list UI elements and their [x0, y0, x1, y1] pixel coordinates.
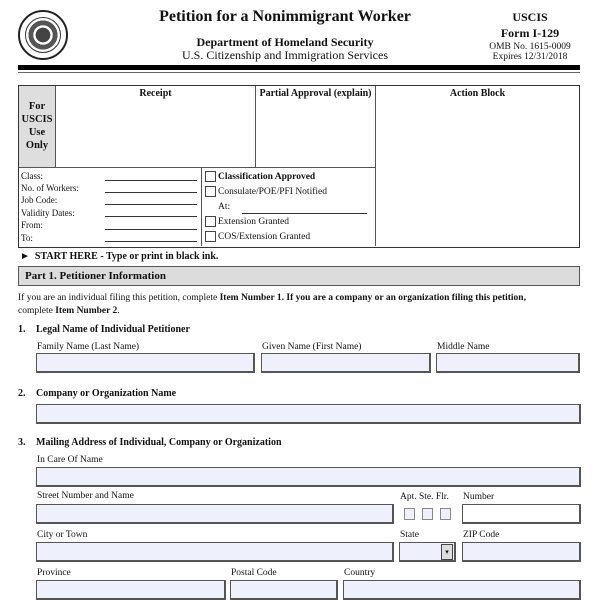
- country-field[interactable]: [343, 580, 581, 600]
- state-select[interactable]: [399, 542, 456, 562]
- family-name-field[interactable]: [36, 353, 255, 373]
- to-line: [105, 241, 197, 242]
- class-line: [105, 180, 197, 181]
- postal-code-label: Postal Code: [231, 568, 277, 578]
- in-care-of-label: In Care Of Name: [37, 455, 103, 465]
- to-label: To:: [21, 233, 33, 243]
- city-label: City or Town: [37, 530, 88, 540]
- partial-approval-header: Partial Approval (explain): [259, 88, 372, 99]
- job-code-line: [105, 204, 197, 205]
- item1-header: [18, 324, 190, 335]
- classification-approved-label: Classification Approved: [218, 171, 316, 182]
- item1-number: 1.: [18, 324, 26, 335]
- use-only-line: Only: [25, 140, 49, 151]
- given-name-label: Given Name (First Name): [262, 342, 362, 352]
- flr-checkbox[interactable]: [440, 508, 451, 520]
- item2-number: 2.: [18, 388, 26, 399]
- zip-field[interactable]: [462, 542, 581, 562]
- form-number: Form I-129: [500, 26, 560, 40]
- apt-checkbox[interactable]: [404, 508, 415, 520]
- middle-name-label: Middle Name: [437, 342, 490, 352]
- approval-checks-cell: [202, 168, 376, 246]
- in-care-of-field[interactable]: [36, 467, 581, 487]
- consulate-notified-checkbox[interactable]: [205, 186, 216, 197]
- at-label: At:: [218, 202, 231, 212]
- cos-extension-row[interactable]: [205, 231, 310, 242]
- validity-label: Validity Dates:: [21, 208, 75, 218]
- form-title: Petition for a Nonimmigrant Worker: [159, 8, 411, 25]
- from-label: From:: [21, 220, 44, 230]
- workers-line: [105, 192, 197, 193]
- item1-title: Legal Name of Individual Petitioner: [36, 324, 190, 335]
- validity-line: [105, 216, 197, 217]
- instruction-bold: Item Number 2: [55, 306, 118, 316]
- family-name-label: Family Name (Last Name): [37, 342, 140, 352]
- chevron-down-icon[interactable]: ▾: [441, 544, 453, 560]
- item2-header: [18, 388, 176, 399]
- class-info-cell: [19, 168, 202, 246]
- consulate-notified-row[interactable]: [205, 186, 327, 197]
- country-label: Country: [344, 568, 376, 578]
- header-rule-thick: [18, 65, 580, 70]
- apt-number-field[interactable]: [462, 504, 581, 524]
- from-line: [105, 229, 197, 230]
- province-field[interactable]: [36, 580, 226, 600]
- expiration-date: Expires 12/31/2018: [492, 52, 568, 62]
- cos-extension-label: COS/Extension Granted: [218, 231, 311, 242]
- action-block-cell: [376, 86, 579, 246]
- item3-title: Mailing Address of Individual, Company or Organization: [36, 437, 282, 448]
- department-name: Department of Homeland Security: [196, 35, 374, 49]
- dhs-seal-icon: [18, 10, 68, 60]
- omb-number: OMB No. 1615-0009: [489, 42, 571, 52]
- apt-ste-flr-label: Apt. Ste. Flr.: [400, 492, 449, 502]
- uscis-use-box: [18, 85, 580, 248]
- agency-name: U.S. Citizenship and Immigration Services: [182, 48, 388, 62]
- class-label: Class:: [21, 171, 44, 181]
- cos-extension-checkbox[interactable]: [205, 231, 216, 242]
- province-label: Province: [37, 568, 71, 578]
- form-info: [480, 10, 580, 62]
- consulate-notified-label: Consulate/POE/PFI Notified: [218, 186, 327, 197]
- classification-approved-row[interactable]: [205, 171, 315, 182]
- instruction-text: If you are an individual filing this petition, complete: [18, 293, 220, 303]
- item3-number: 3.: [18, 437, 26, 448]
- street-label: Street Number and Name: [37, 491, 134, 501]
- given-name-field[interactable]: [261, 353, 431, 373]
- receipt-cell: [56, 86, 256, 168]
- postal-code-field[interactable]: [230, 580, 338, 600]
- extension-granted-row[interactable]: [205, 216, 289, 227]
- use-only-line: For: [28, 101, 46, 112]
- use-only-line: Use: [28, 127, 46, 138]
- zip-label: ZIP Code: [463, 530, 500, 540]
- extension-granted-label: Extension Granted: [218, 216, 289, 227]
- agency-short: USCIS: [512, 10, 548, 24]
- extension-granted-checkbox[interactable]: [205, 216, 216, 227]
- classification-approved-checkbox[interactable]: [205, 171, 216, 182]
- action-block-header: Action Block: [449, 88, 506, 99]
- city-field[interactable]: [36, 542, 394, 562]
- uscis-use-only-label: [19, 86, 56, 168]
- header-rule-thin: [18, 72, 580, 73]
- instruction-text: complete: [18, 306, 56, 316]
- middle-name-field[interactable]: [436, 353, 580, 373]
- item3-header: [18, 437, 282, 448]
- ste-checkbox[interactable]: [422, 508, 433, 520]
- arrow-right-icon: ►: [20, 251, 30, 262]
- receipt-header: Receipt: [139, 88, 172, 99]
- company-name-field[interactable]: [36, 404, 581, 424]
- instruction-bold: Item Number 1. If you are a company or an organization filing this petition,: [219, 293, 526, 303]
- state-label: State: [400, 530, 419, 540]
- seal-emblem: [25, 17, 61, 53]
- start-here-instruction: [20, 251, 218, 262]
- use-only-line: USCIS: [21, 114, 53, 125]
- at-line: [242, 213, 367, 214]
- part1-instruction: [18, 292, 588, 318]
- item2-title: Company or Organization Name: [36, 388, 177, 399]
- job-code-label: Job Code:: [21, 195, 58, 205]
- number-label: Number: [463, 492, 495, 502]
- workers-label: No. of Workers:: [21, 183, 79, 193]
- instruction-text: .: [117, 306, 120, 316]
- start-here-text: START HERE - Type or print in black ink.: [34, 251, 219, 262]
- partial-approval-cell: [256, 86, 376, 168]
- street-field[interactable]: [36, 504, 394, 524]
- part1-header: Part 1. Petitioner Information: [18, 266, 580, 286]
